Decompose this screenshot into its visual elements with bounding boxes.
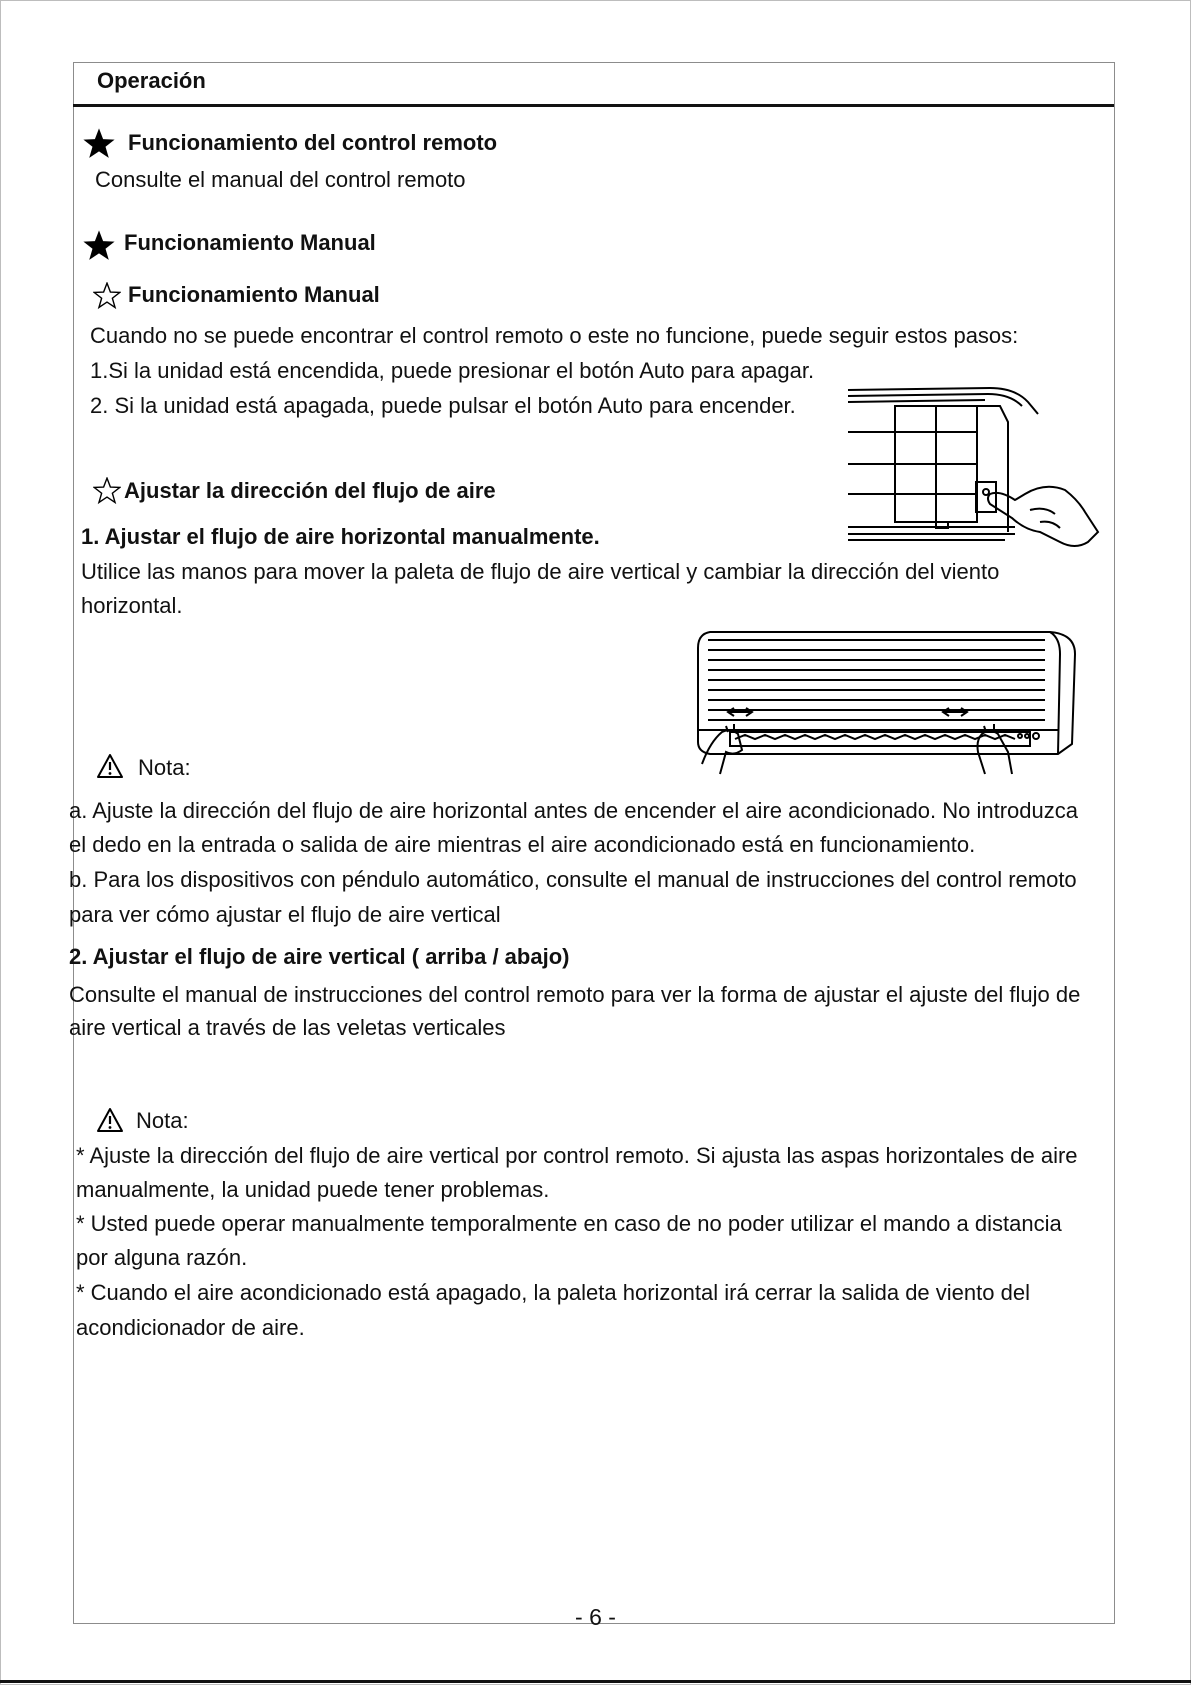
star-outline-icon — [93, 477, 121, 505]
auto-button-illustration — [840, 382, 1105, 564]
warning-triangle-icon — [96, 753, 124, 779]
indoor-unit-illustration — [690, 624, 1080, 776]
manual-step-1: 1.Si la unidad está encendida, puede presionar el botón Auto para apagar. — [90, 358, 815, 383]
manual-intro: Cuando no se puede encontrar el control remoto o este no funcione, puede seguir estos pasos: — [90, 323, 1019, 348]
note-1-item-a-line-2: el dedo en la entrada o salida de aire mientras el aire acondicionado está en funcionamiento. — [69, 832, 976, 857]
note-2-label: Nota: — [136, 1108, 189, 1133]
star-outline-icon — [93, 282, 121, 310]
section-title: Operación — [97, 68, 206, 93]
vertical-airflow-text-1: Consulte el manual de instrucciones del control remoto para ver la forma de ajustar el ajuste del flujo de — [69, 982, 1081, 1007]
manual-subheading: Funcionamiento Manual — [128, 282, 380, 307]
note-1-item-b-line-2: para ver cómo ajustar el flujo de aire vertical — [69, 902, 501, 927]
note-1-item-a-line-1: a. Ajuste la dirección del flujo de aire horizontal antes de encender el aire acondicionado. No introduzca — [69, 798, 1078, 823]
note-2-item-1-line-2: manualmente, la unidad puede tener problemas. — [76, 1177, 550, 1202]
horizontal-airflow-heading: 1. Ajustar el flujo de aire horizontal manualmente. — [81, 524, 600, 549]
remote-heading: Funcionamiento del control remoto — [128, 130, 498, 155]
page-number: - 6 - — [575, 1604, 616, 1630]
note-2-item-2-line-2: por alguna razón. — [76, 1245, 248, 1270]
horizontal-airflow-text-2: horizontal. — [81, 593, 183, 618]
star-filled-icon — [82, 127, 116, 161]
manual-heading: Funcionamiento Manual — [124, 230, 376, 255]
horizontal-airflow-text-1: Utilice las manos para mover la paleta de flujo de aire vertical y cambiar la dirección del viento — [81, 559, 1000, 584]
note-1-label: Nota: — [138, 755, 191, 780]
header-rule — [73, 104, 1114, 107]
star-filled-icon — [82, 229, 116, 263]
note-2-item-3-line-1: * Cuando el aire acondicionado está apagado, la paleta horizontal irá cerrar la salida de viento del — [76, 1280, 1030, 1305]
warning-triangle-icon — [96, 1107, 124, 1133]
vertical-airflow-text-2: aire vertical a través de las veletas verticales — [69, 1015, 506, 1040]
note-2-item-1-line-1: * Ajuste la dirección del flujo de aire vertical por control remoto. Si ajusta las aspas horizontales de aire — [76, 1143, 1078, 1168]
note-1-item-b-line-1: b. Para los dispositivos con péndulo automático, consulte el manual de instrucciones del control remoto — [69, 867, 1077, 892]
vertical-airflow-heading: 2. Ajustar el flujo de aire vertical ( arriba / abajo) — [69, 944, 570, 969]
manual-step-2: 2. Si la unidad está apagada, puede pulsar el botón Auto para encender. — [90, 393, 796, 418]
bottom-rule — [0, 1680, 1191, 1683]
note-2-item-3-line-2: acondicionador de aire. — [76, 1315, 305, 1340]
note-2-item-2-line-1: * Usted puede operar manualmente temporalmente en caso de no poder utilizar el mando a distancia — [76, 1211, 1062, 1236]
remote-text: Consulte el manual del control remoto — [95, 167, 466, 192]
airflow-heading: Ajustar la dirección del flujo de aire — [124, 478, 496, 503]
